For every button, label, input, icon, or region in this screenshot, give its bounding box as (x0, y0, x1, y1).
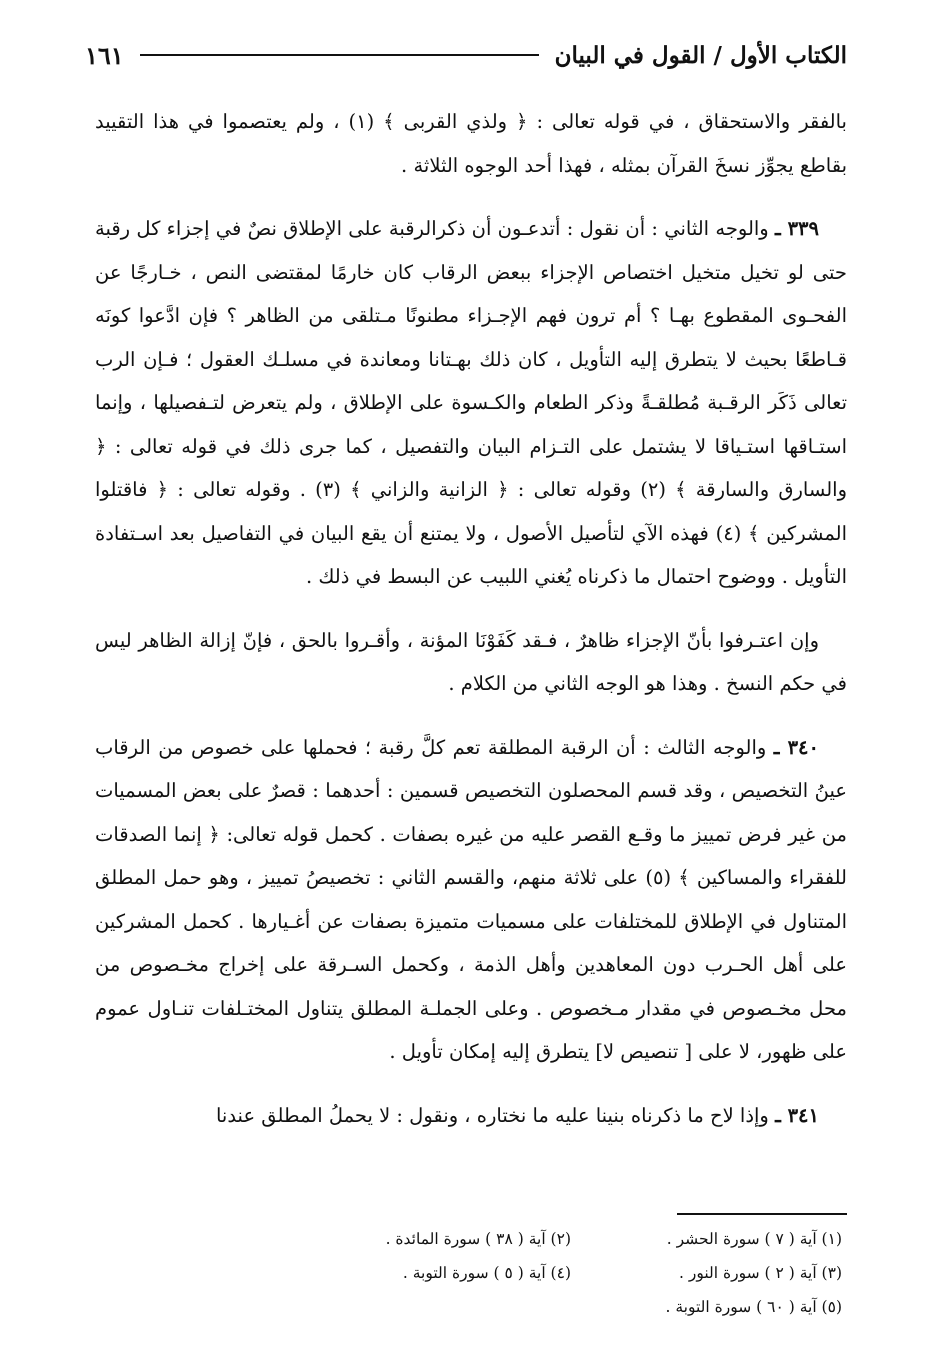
footnote: (٣) آية ( ٢ ) سورة النور . (678, 1264, 842, 1282)
paragraph-text: وإن اعتـرفوا بأنّ الإجزاء ظاهرٌ ، فـقد كَفَوْنَا المؤنة ، وأقـروا بالحق ، فإنّ إزالة الظاهر ليس في حكم النسخ . وهذا هو الوجه الثاني من الكلام . (95, 628, 847, 695)
header-rule (140, 54, 539, 56)
paragraph-text: بالفقر والاستحقاق ، في قوله تعالى : ﴿ ولذي القربى ﴾ (١) ، ولم يعتصموا في هذا التقييد بقاطع يجوِّز نسخَ القرآن بمثله ، فهذا أحد الوجوه الثلاثة . (95, 110, 847, 177)
paragraph-number: ٣٤١ ـ (775, 1103, 819, 1127)
paragraph-339 (95, 207, 847, 599)
page-number: ١٦١ (85, 40, 124, 70)
footnote: (٥) آية ( ٦٠ ) سورة التوبة . (665, 1298, 842, 1316)
paragraph-continuation (95, 100, 847, 187)
footnote-separator (677, 1213, 847, 1215)
footnote: (١) آية ( ٧ ) سورة الحشر . (666, 1230, 842, 1248)
paragraph-text: والوجه الثالث : أن الرقبة المطلقة تعم كلَّ رقبة ؛ فحملها على خصوص من الرقاب عينُ التخصيص ، وقد قسم المحصلون التخصيص قسمين : أحدهما : قصرٌ على بعض المسميات من غير فرض تمييز ما وقـع القصر عليه من غيره بصفات . كحمل قوله تعالى: ﴿ إنما الصدقات للفقراء والمساكين ﴾ (٥) على ثلاثة منهم، والقسم الثاني : تخصيصُ تمييز ، وهو حمل المطلق المتناول في الإطلاق للمختلفات على مسميات متميزة بصفات عن أغـيارها . كحمل المشركين على أهل الحـرب دون المعاهدين وأهل الذمة ، وكحمل السـرقة على إخراج مخـصوص من محل مخـصوص في مقدار مـخصوص . وعلى الجملـة المطلق يتناول المختـلفات تنـاول عموم على ظهور، لا على [ تنصيص لا] يتطرق إليه إمكان تأويل . (95, 735, 847, 1063)
paragraph-number: ٣٤٠ ـ (773, 735, 819, 759)
paragraph-text: والوجه الثاني : أن نقول : أتدعـون أن ذكرالرقبة على الإطلاق نصٌ في إجزاء كل رقبة حتى لو تخيل متخيل اختصاص الإجزاء ببعض الرقاب كان خارمًا لمقتضى النص ، خـارجًا عن الفحـوى المقطوع بهـا ؟ أم ترون فهم الإجـزاء مطنونًا مـتلقى من الظاهر ؟ فإن ادَّعوا كونَه قـاطعًا بحيث لا يتطرق إليه التأويل ، كان ذلك بهـتانا ومعاندة في مسلـك العقول ؛ فـإن الرب تعالى ذَكَر الرقـبة مُطلقـةً وذكر الطعام والكـسوة على الإطلاق ، ولم يتعرض لتـفصيلها ، وإنما استـاقها استـياقا لا يشتمل على التـزام البيان والتفصيل ، كما جرى ذلك في قوله تعالى : ﴿ والسارق والسارقة ﴾ (٢) وقوله تعالى : ﴿ الزانية والزاني ﴾ (٣) . وقوله تعالى : ﴿ فاقتلوا المشركين ﴾ (٤) فهذه الآي لتأصيل الأصول ، ولا يمتنع أن يقع البيان في التفاصيل بعد اسـتفادة التأويل . ووضوح احتمال ما ذكرناه يُغني اللبيب عن البسط في ذلك . (95, 217, 847, 588)
paragraph-341 (95, 1094, 847, 1138)
paragraph-339-cont (95, 619, 847, 706)
page-header (85, 30, 847, 80)
paragraph-340 (95, 726, 847, 1074)
paragraph-text: وإذا لاح ما ذكرناه بنينا عليه ما نختاره ، ونقول : لا يحملُ المطلق عندنا (215, 1103, 769, 1127)
footnote: (٤) آية ( ٥ ) سورة التوبة . (402, 1264, 571, 1282)
footnotes (300, 1222, 842, 1324)
paragraph-number: ٣٣٩ ـ (775, 217, 819, 240)
running-title: الكتاب الأول / القول في البيان (554, 41, 847, 69)
footnote: (٢) آية ( ٣٨ ) سورة المائدة . (385, 1230, 571, 1248)
main-text (95, 100, 847, 1137)
